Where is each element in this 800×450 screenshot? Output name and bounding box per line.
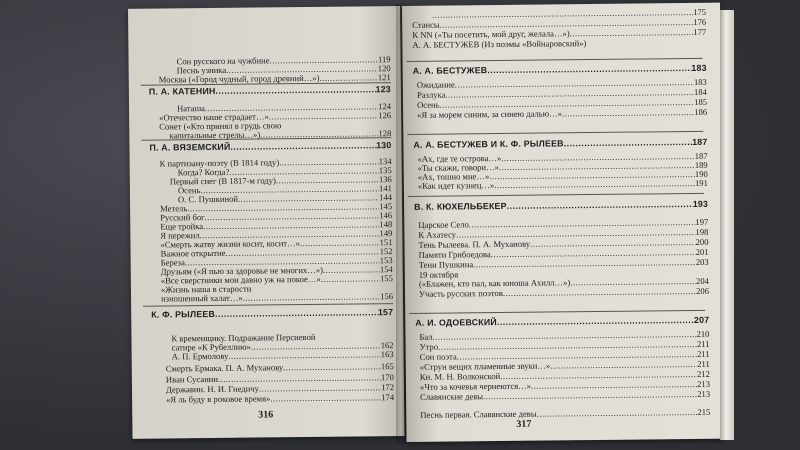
toc-entry-title: Осень <box>177 185 201 196</box>
toc-author-heading <box>413 63 707 76</box>
toc-entry-title: 19 октября <box>418 269 459 280</box>
toc-author-heading <box>415 315 709 328</box>
toc-entry-title: Сон русского на чужбине <box>176 55 270 67</box>
toc-page-number: 183 <box>691 62 707 73</box>
toc-leader-dots <box>215 307 378 319</box>
toc-leader-dots <box>319 72 378 83</box>
toc-page-number: 177 <box>693 26 707 37</box>
toc-entry-title: «Ах, тошно мне…» <box>417 171 490 182</box>
toc-entry-title: К. Ф. РЫЛЕЕВ <box>151 308 216 320</box>
toc-author-heading <box>151 307 393 320</box>
toc-page-number: 183 <box>693 76 707 87</box>
toc-entry-title: «Жизнь наша в старости <box>160 283 252 295</box>
toc-entry-title: Русский бог <box>160 212 205 223</box>
toc-leader-dots <box>228 349 381 361</box>
toc-page-number: 201 <box>695 246 709 257</box>
toc-entry-title: А. П. Ермолову <box>171 350 229 362</box>
toc-page-number: 165 <box>380 361 394 372</box>
toc-entry-title: Я пережил <box>160 230 200 241</box>
section-divider <box>407 131 703 135</box>
toc-leader-dots <box>487 63 691 75</box>
toc-leader-dots <box>230 140 376 152</box>
toc-entry <box>419 286 709 299</box>
toc-entry-title: «Как идет кузнец…» <box>417 180 495 191</box>
toc-entry-title: Москва («Город чудный, город древний…») <box>158 72 320 85</box>
toc-page-number: 121 <box>377 72 391 83</box>
toc-page-number: 119 <box>377 54 391 65</box>
toc-page-number: 153 <box>379 255 393 266</box>
toc-page-number: 172 <box>381 382 395 393</box>
toc-entry <box>412 37 706 50</box>
toc-entry-title: капитальные стрелы…») <box>169 129 261 141</box>
toc-entry-title: «Ты скажи, говори…» <box>417 161 499 173</box>
toc-entry <box>166 392 394 404</box>
toc-page-number: 198 <box>695 226 709 237</box>
toc-leader-dots <box>537 407 698 419</box>
open-book <box>120 0 740 450</box>
toc-page-number: 200 <box>695 236 709 247</box>
toc-page-number: 211 <box>696 338 710 349</box>
toc-entry-title: Кн. М. Н. Волконской <box>419 370 501 382</box>
toc-page-number: 154 <box>379 264 393 275</box>
toc-entry <box>420 389 710 402</box>
toc-page-number: 206 <box>696 285 710 296</box>
toc-page-number: 136 <box>378 174 392 185</box>
toc-page-number: 163 <box>380 349 394 360</box>
toc-page-number: 155 <box>379 273 393 284</box>
toc-entry-title: Сон поэта <box>419 351 457 362</box>
toc-leader-dots <box>270 392 381 403</box>
toc-leader-dots <box>497 315 694 327</box>
toc-entry-title: «Я за морем синим, за синею далью…» <box>417 108 563 120</box>
toc-entry-title: Смерть Ермака. П. А. Муханову <box>165 362 284 374</box>
toc-entry-title: Метель <box>160 203 188 214</box>
toc-entry-title: Песнь первая. Славянские девы <box>420 408 537 420</box>
toc-entry-title: «Отечество наше страдает…» <box>159 111 269 123</box>
toc-leader-dots <box>215 84 375 96</box>
toc-entry-title: К временщику. Подражание Персиевой <box>171 331 316 344</box>
toc-page-number: 120 <box>377 63 391 74</box>
toc-entry-title: Царское Село <box>418 219 469 230</box>
toc-entry-title: П. А. КАТЕНИН <box>148 85 216 97</box>
toc-leader-dots <box>283 361 381 372</box>
toc-page-number: 141 <box>378 183 392 194</box>
toc-author-heading <box>413 137 707 150</box>
toc-entry-title: А. А. БЕСТУЖЕВ И К. Ф. РЫЛЕЕВ <box>413 138 564 150</box>
toc-entry-title: Державин. Н. И. Гнедичу <box>165 383 259 395</box>
toc-entry-title: Важное открытие <box>160 247 226 259</box>
toc-page-number: 184 <box>693 86 707 97</box>
toc-page-number: 149 <box>379 228 393 239</box>
section-divider <box>409 310 705 314</box>
toc-entry-title: Ожидание <box>416 79 455 90</box>
toc-page-number: 193 <box>692 198 709 209</box>
toc-leader-dots <box>564 137 693 148</box>
toc-entry-title: Друзьям («Я пью за здоровье не многих…») <box>160 264 324 277</box>
toc-leader-dots <box>494 178 695 190</box>
toc-author-heading <box>149 140 391 153</box>
toc-page-number: 187 <box>694 150 708 161</box>
toc-page-number: 145 <box>379 201 393 212</box>
toc-page-number: 128 <box>378 128 392 139</box>
toc-entry-title: Бал <box>419 331 433 342</box>
page-block-edge <box>720 10 734 440</box>
toc-author-heading <box>414 199 708 212</box>
toc-page-number: 190 <box>694 168 708 179</box>
toc-page-number: 123 <box>375 84 391 95</box>
toc-page-number: 162 <box>380 340 394 351</box>
toc-page-number: 126 <box>378 110 392 121</box>
toc-entry-title: «Струн вещих пламенные звуки…» <box>419 360 551 372</box>
toc-entry <box>418 178 708 191</box>
toc-leader-dots <box>562 107 694 118</box>
toc-page-number: 157 <box>377 307 394 318</box>
toc-page-number: 134 <box>378 156 392 167</box>
toc-page-number: 191 <box>694 177 708 188</box>
toc-entry-title: Тень Рылеева. П. А. Муханову <box>418 238 531 250</box>
toc-page-number: 186 <box>694 106 708 117</box>
toc-entry-title: Еще тройка <box>160 221 204 232</box>
toc-entry-title: Первый снег (В 1817-м году) <box>169 175 276 187</box>
left-page-number: 316 <box>258 409 274 421</box>
toc-page-number: 213 <box>697 388 711 399</box>
toc-page-number: 124 <box>378 101 392 112</box>
toc-entry-title: Тени Пушкина <box>418 259 474 270</box>
toc-page-number: 215 <box>697 406 711 417</box>
toc-leader-dots <box>260 128 378 139</box>
toc-entry <box>420 407 710 420</box>
toc-author-heading <box>149 84 391 97</box>
section-divider <box>407 58 703 62</box>
toc-entry <box>169 128 391 140</box>
toc-entry-title: Когда? Когда? <box>177 166 230 178</box>
toc-entry-title: «Ах, где те острова…» <box>417 152 502 164</box>
toc-entry-title: («Блажен, кто пал, как юноша Ахилл…») <box>418 277 571 289</box>
toc-page-number: 212 <box>696 368 710 379</box>
toc-entry-title: К партизану-поэту (В 1814 году) <box>159 157 280 169</box>
toc-page-number: 130 <box>376 140 392 151</box>
toc-entry-title: Береза <box>160 257 185 268</box>
toc-page-number: 204 <box>695 275 709 286</box>
toc-leader-dots <box>503 286 696 298</box>
toc-page-number: 176 <box>693 16 707 27</box>
toc-entry-title: изношенный халат…» <box>160 292 243 304</box>
toc-page-number: 203 <box>695 256 709 267</box>
section-divider <box>408 193 704 197</box>
right-page-contents <box>402 3 725 442</box>
left-page-contents <box>128 6 404 439</box>
toc-entry-title: сатире «К Рубеллию» <box>171 341 251 353</box>
toc-entry-title: К NN («Ты посетить, мой друг, желала…») <box>412 28 570 40</box>
toc-entry-title: А. А. БЕСТУЖЕВ (Из поэмы «Войнаровский») <box>412 38 587 50</box>
toc-page-number: 170 <box>380 372 394 383</box>
toc-entry-title: Осень <box>416 99 440 110</box>
toc-page-number: 197 <box>695 216 709 227</box>
toc-page-number: 156 <box>380 291 394 302</box>
toc-leader-dots <box>243 291 381 302</box>
toc-entry-title: А. И. ОДОЕВСКИЙ <box>415 317 497 328</box>
toc-entry <box>161 291 393 303</box>
left-page <box>128 6 404 439</box>
toc-entry-title: Памяти Грибоедова <box>418 249 491 260</box>
toc-page-number: 211 <box>697 348 710 359</box>
toc-entry-title: Наташа <box>177 103 206 114</box>
right-page-number: 317 <box>516 418 532 430</box>
section-divider <box>143 303 393 307</box>
toc-page-number: 146 <box>379 210 393 221</box>
toc-entry-title: «Все сверстники мои давно уж на покое…» <box>160 273 321 286</box>
toc-entry-title: «Смерть жатву жизни косит, косит…» <box>160 238 300 250</box>
toc-entry-title: П. А. ВЯЗЕМСКИЙ <box>149 141 231 153</box>
toc-page-number: 213 <box>697 378 711 389</box>
toc-entry-title: А. А. БЕСТУЖЕВ <box>412 65 488 76</box>
toc-page-number: 210 <box>696 328 710 339</box>
toc-entry-title: О. С. Пушкиной <box>177 193 238 205</box>
toc-leader-dots <box>507 199 693 211</box>
toc-entry-title: «Я ль буду в роковое время» <box>166 393 271 405</box>
toc-leader-dots <box>483 389 697 401</box>
toc-entry-title: «Что за кочевья чернеются…» <box>419 380 532 392</box>
toc-entry-title: Песнь узника <box>176 64 227 76</box>
toc-entry-title: Славянские девы <box>420 391 484 402</box>
toc-page-number: 151 <box>379 237 393 248</box>
toc-entry-title: Стансы <box>412 19 440 30</box>
toc-entry-title: Утро <box>419 341 439 352</box>
toc-entry-title: Разлука <box>416 89 446 100</box>
toc-entry-title: Участь русских поэтов <box>418 287 503 299</box>
toc-page-number: 152 <box>379 246 393 257</box>
toc-entry-title: В. К. КЮХЕЛЬБЕКЕР <box>414 200 507 212</box>
toc-page-number: 175 <box>693 6 707 17</box>
toc-page-number: 211 <box>697 358 710 369</box>
toc-page-number: 148 <box>379 219 393 230</box>
toc-page-number: 189 <box>694 159 708 170</box>
toc-entry-title: Сонет («Кто принял в грудь свою <box>159 120 282 132</box>
toc-entry-title: К Ахатесу <box>418 229 457 240</box>
toc-page-number: 187 <box>692 136 708 147</box>
toc-page-number: 135 <box>378 165 392 176</box>
toc-page-number: 174 <box>381 392 395 403</box>
toc-entry <box>172 349 394 361</box>
toc-page-number: 207 <box>693 314 710 325</box>
toc-entry <box>417 107 707 120</box>
toc-page-number: 185 <box>694 96 708 107</box>
toc-page-number: 144 <box>379 192 393 203</box>
toc-entry-title: Иван Сусанин <box>165 373 219 385</box>
right-page <box>402 3 725 442</box>
